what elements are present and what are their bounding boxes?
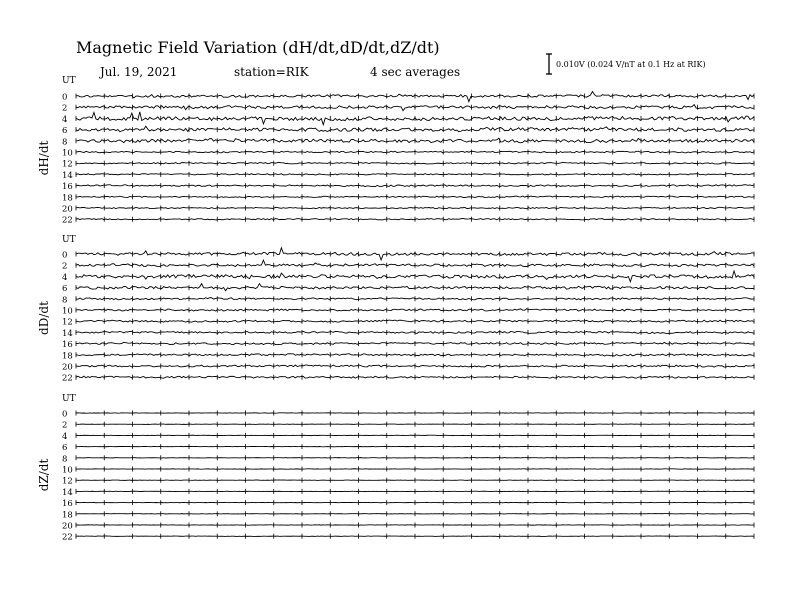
row-label: 16 [62, 499, 73, 510]
ut-axis-label-3: UT [62, 394, 76, 404]
row-label: 6 [62, 443, 68, 454]
row-label: 20 [62, 521, 73, 532]
averaging-label: 4 sec averages [370, 65, 461, 79]
row-label: 4 [62, 272, 68, 283]
row-label: 8 [62, 137, 68, 148]
row-label: 10 [62, 465, 73, 476]
row-label: 20 [62, 362, 73, 373]
row-label: 2 [62, 420, 68, 431]
row-label: 2 [62, 103, 68, 114]
row-label: 14 [62, 328, 73, 339]
row-label: 4 [62, 114, 68, 125]
row-label: 20 [62, 204, 73, 215]
row-label: 10 [62, 306, 73, 317]
row-label: 6 [62, 284, 68, 295]
component-label-dHdt: dH/dt [37, 140, 51, 176]
date-label: Jul. 19, 2021 [100, 65, 178, 79]
ut-axis-label-1: UT [62, 76, 76, 86]
row-label: 2 [62, 261, 68, 272]
row-label: 8 [62, 454, 68, 465]
row-label: 18 [62, 351, 73, 362]
figure-title: Magnetic Field Variation (dH/dt,dD/dt,dZ/dt) [76, 38, 440, 57]
row-label: 16 [62, 340, 73, 351]
row-label: 16 [62, 182, 73, 193]
row-label: 0 [62, 92, 68, 103]
row-label: 22 [62, 215, 73, 226]
row-label: 0 [62, 409, 68, 420]
ut-axis-label-2: UT [62, 235, 76, 245]
row-label: 6 [62, 126, 68, 137]
component-label-dZdt: dZ/dt [37, 458, 51, 492]
component-label-dDdt: dD/dt [37, 301, 51, 335]
row-label: 22 [62, 373, 73, 384]
row-label: 14 [62, 487, 73, 498]
scale-bar-label: 0.010V (0.024 V/nT at 0.1 Hz at RIK) [556, 60, 706, 69]
row-label: 0 [62, 250, 68, 261]
row-label: 18 [62, 510, 73, 521]
row-label: 14 [62, 170, 73, 181]
row-label: 4 [62, 431, 68, 442]
row-label: 8 [62, 295, 68, 306]
row-label: 12 [62, 317, 73, 328]
row-label: 12 [62, 476, 73, 487]
station-label: station=RIK [234, 65, 309, 79]
row-label: 22 [62, 532, 73, 543]
row-label: 12 [62, 159, 73, 170]
row-label: 10 [62, 148, 73, 159]
row-label: 18 [62, 193, 73, 204]
